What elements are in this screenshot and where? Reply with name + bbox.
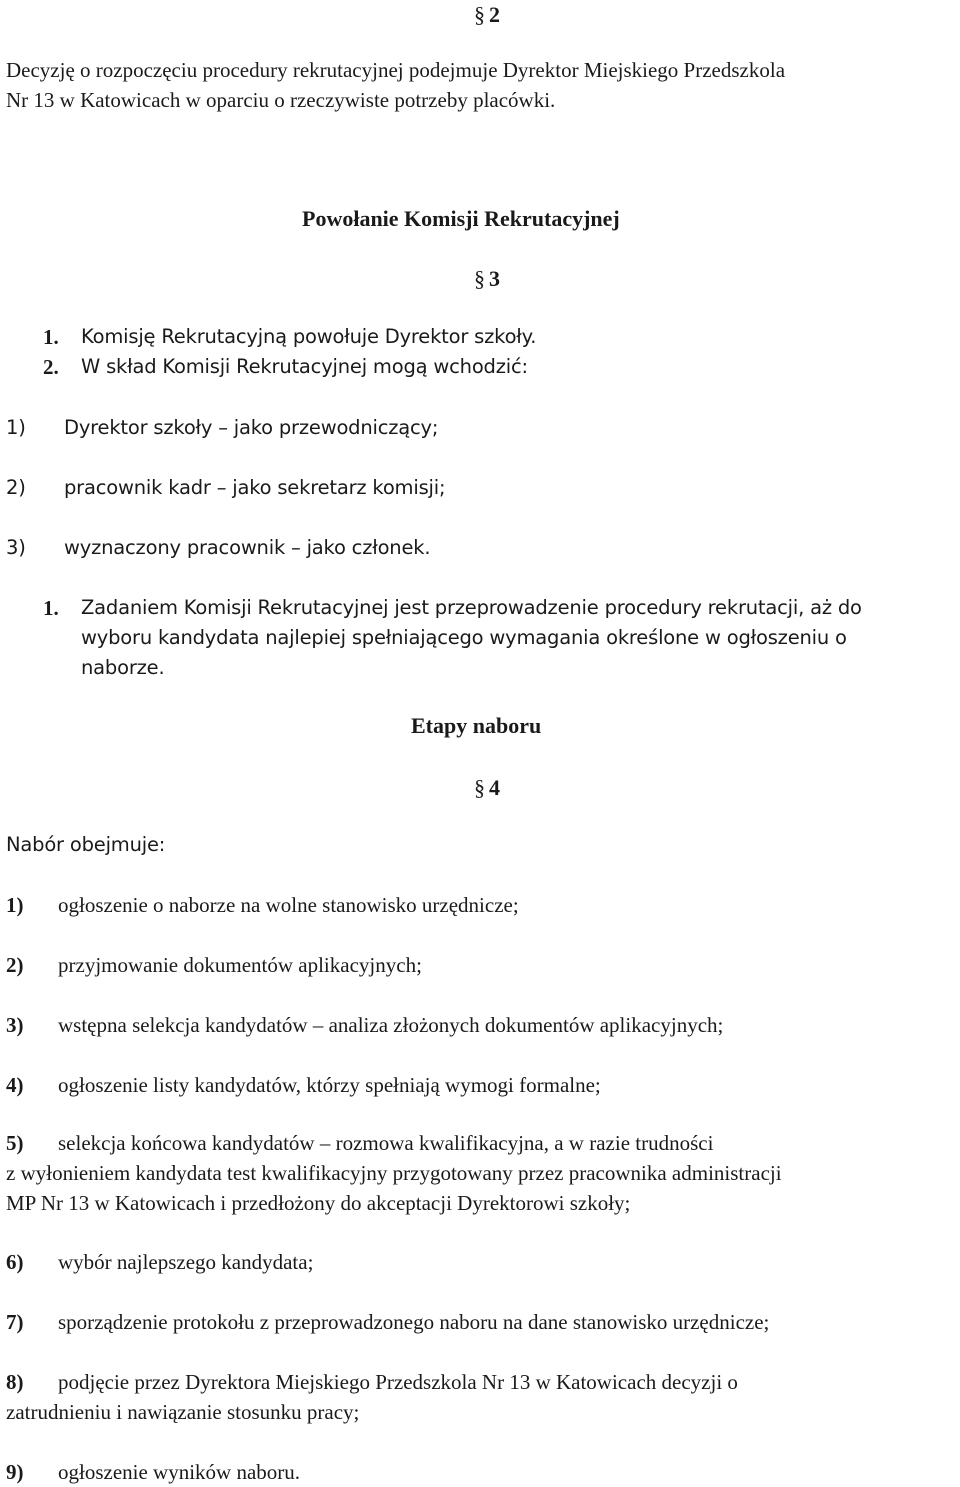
stage-number: 3) bbox=[6, 1013, 24, 1037]
section-sign: § bbox=[474, 775, 485, 800]
stage-text-continued: MP Nr 13 w Katowicach i przedłożony do akceptacji Dyrektorowi szkoły; bbox=[6, 1191, 631, 1215]
section-2-paragraph-line-1: Decyzję o rozpoczęciu procedury rekrutacyjnej podejmuje Dyrektor Miejskiego Przedszkola bbox=[6, 58, 786, 82]
section-number: 4 bbox=[489, 775, 500, 800]
heading-commission: Powołanie Komisji Rekrutacyjnej bbox=[302, 206, 620, 231]
point-text: Komisję Rekrutacyjną powołuje Dyrektor szkoły. bbox=[81, 325, 537, 348]
stage-text: wybór najlepszego kandydata; bbox=[58, 1250, 314, 1274]
section-3-marker bbox=[474, 264, 500, 294]
stage-number: 6) bbox=[6, 1250, 24, 1274]
point-text: W skład Komisji Rekrutacyjnej mogą wchodzić: bbox=[81, 355, 528, 378]
section-2-paragraph-line-2: Nr 13 w Katowicach w oparciu o rzeczywiste potrzeby placówki. bbox=[6, 88, 556, 112]
member-text: wyznaczony pracownik – jako członek. bbox=[64, 536, 431, 559]
task-text-line-2: wyboru kandydata najlepiej spełniającego wymagania określone w ogłoszeniu o bbox=[81, 626, 847, 649]
member-text: pracownik kadr – jako sekretarz komisji; bbox=[64, 476, 446, 499]
stage-text: ogłoszenie wyników naboru. bbox=[58, 1460, 301, 1484]
member-number: 1) bbox=[6, 416, 26, 439]
member-number: 3) bbox=[6, 536, 26, 559]
stage-text: selekcja końcowa kandydatów – rozmowa kwalifikacyjna, a w razie trudności bbox=[58, 1131, 714, 1155]
stage-number: 1) bbox=[6, 893, 24, 917]
member-text: Dyrektor szkoły – jako przewodniczący; bbox=[64, 416, 439, 439]
stage-number: 7) bbox=[6, 1310, 24, 1334]
task-text-line-3: naborze. bbox=[81, 656, 165, 679]
task-number: 1. bbox=[43, 596, 59, 620]
stage-text: ogłoszenie listy kandydatów, którzy spełniają wymogi formalne; bbox=[58, 1073, 601, 1097]
stage-number: 5) bbox=[6, 1131, 24, 1155]
section-4-marker bbox=[474, 773, 500, 803]
stage-text: podjęcie przez Dyrektora Miejskiego Przedszkola Nr 13 w Katowicach decyzji o bbox=[58, 1370, 738, 1394]
stage-number: 9) bbox=[6, 1460, 24, 1484]
section-sign: § bbox=[474, 2, 485, 27]
member-number: 2) bbox=[6, 476, 26, 499]
stage-text: sporządzenie protokołu z przeprowadzonego naboru na dane stanowisko urzędnicze; bbox=[58, 1310, 770, 1334]
section-2-marker bbox=[474, 0, 500, 30]
heading-stages: Etapy naboru bbox=[411, 713, 542, 738]
stage-text: ogłoszenie o naborze na wolne stanowisko urzędnicze; bbox=[58, 893, 519, 917]
section-number: 3 bbox=[489, 266, 500, 291]
stage-number: 2) bbox=[6, 953, 24, 977]
stage-text-continued: zatrudnieniu i nawiązanie stosunku pracy; bbox=[6, 1400, 360, 1424]
stage-text: wstępna selekcja kandydatów – analiza złożonych dokumentów aplikacyjnych; bbox=[58, 1013, 724, 1037]
stages-intro: Nabór obejmuje: bbox=[6, 833, 166, 856]
point-number: 2. bbox=[43, 355, 59, 379]
section-number: 2 bbox=[489, 2, 500, 27]
stage-text: przyjmowanie dokumentów aplikacyjnych; bbox=[58, 953, 422, 977]
stage-number: 8) bbox=[6, 1370, 24, 1394]
stage-number: 4) bbox=[6, 1073, 24, 1097]
section-sign: § bbox=[474, 266, 485, 291]
point-number: 1. bbox=[43, 325, 59, 349]
task-text-line-1: Zadaniem Komisji Rekrutacyjnej jest przeprowadzenie procedury rekrutacji, aż do bbox=[81, 596, 862, 619]
stage-text-continued: z wyłonieniem kandydata test kwalifikacyjny przygotowany przez pracownika administracji bbox=[6, 1161, 782, 1185]
